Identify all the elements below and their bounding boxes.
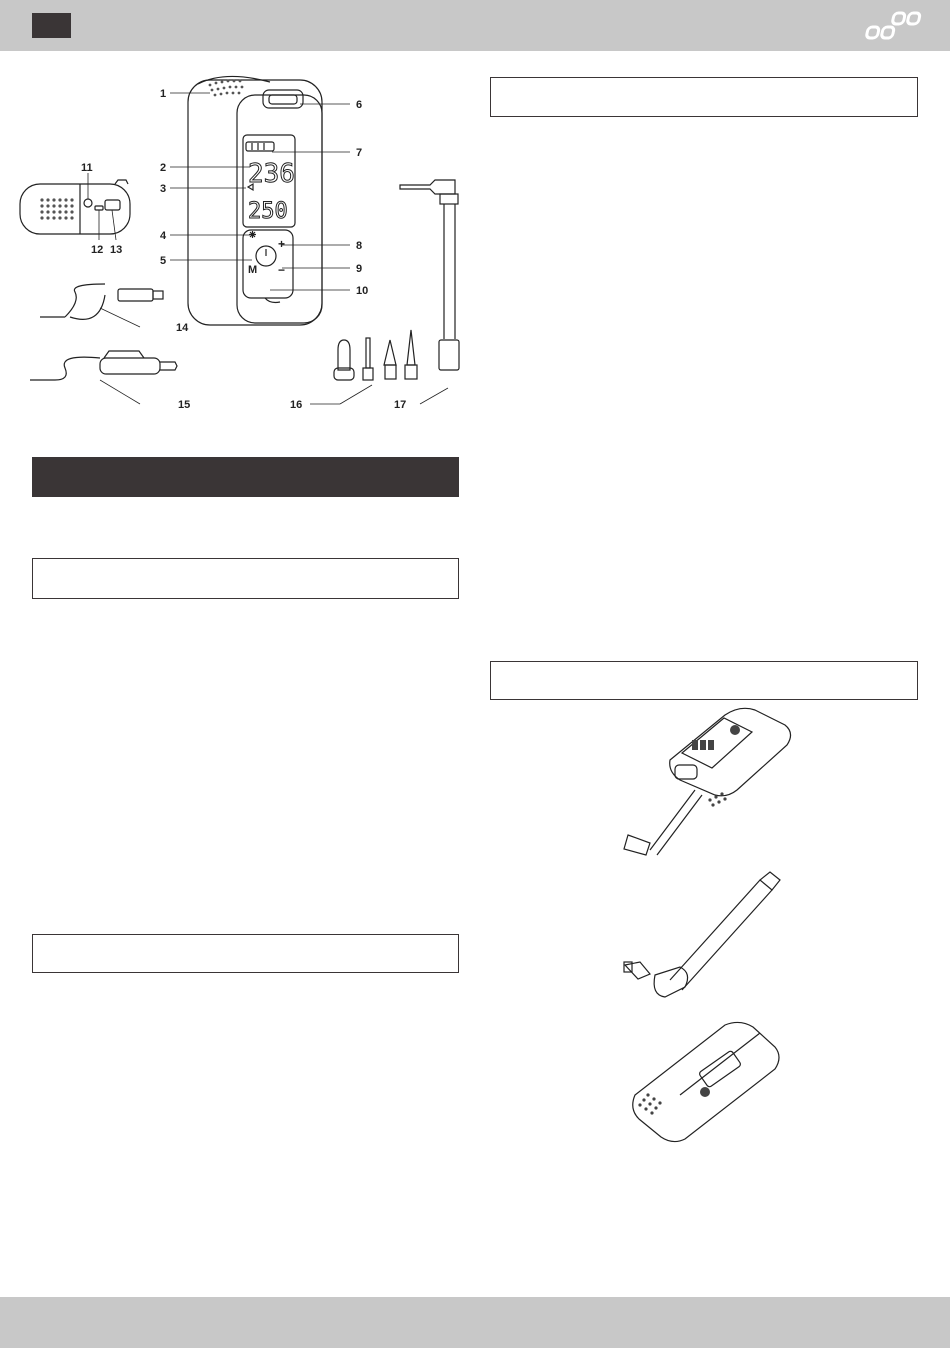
side-vent — [40, 198, 73, 219]
nozzle-adapters — [334, 330, 417, 380]
callout-4: 4 — [160, 230, 167, 242]
minus-key-label: − — [278, 263, 286, 277]
display-upper-value: 236 — [248, 159, 295, 189]
callout-3: 3 — [160, 183, 167, 195]
battery-icon — [246, 142, 274, 151]
side-view — [20, 184, 130, 234]
footer-bar — [0, 1297, 950, 1348]
callout-17: 17 — [394, 399, 407, 411]
callout-15: 15 — [178, 399, 191, 411]
subsection-box-4 — [490, 661, 918, 700]
illustration-device-front — [625, 1020, 785, 1145]
header-bar — [0, 0, 950, 51]
callout-9: 9 — [356, 263, 363, 275]
top-vent — [209, 80, 244, 97]
port-13 — [105, 200, 120, 210]
brand-logo-icon — [862, 10, 922, 42]
callout-14: 14 — [176, 322, 189, 334]
callout-8: 8 — [356, 240, 363, 252]
subsection-box-1 — [32, 558, 459, 599]
callout-1: 1 — [160, 88, 167, 100]
callout-2: 2 — [160, 162, 167, 174]
parts-diagram — [0, 60, 480, 430]
light-icon — [249, 231, 256, 238]
air-hose — [400, 180, 459, 370]
section-header-dark — [32, 457, 459, 497]
subsection-box-3 — [490, 77, 918, 117]
display-lower-value: 250 — [248, 199, 288, 224]
plus-key-label: + — [278, 237, 286, 251]
port-11 — [84, 199, 92, 207]
callout-11: 11 — [81, 162, 93, 174]
callout-6: 6 — [356, 99, 363, 111]
car-charger-cable — [30, 351, 177, 380]
callout-12: 12 — [91, 244, 104, 256]
language-tab — [32, 13, 71, 38]
callout-7: 7 — [356, 147, 363, 159]
usb-cable — [40, 284, 163, 319]
illustration-hose-nozzle — [610, 870, 800, 1010]
port-12 — [95, 206, 103, 210]
callout-10: 10 — [356, 285, 369, 297]
callout-16: 16 — [290, 399, 303, 411]
callout-13: 13 — [110, 244, 123, 256]
callout-5: 5 — [160, 255, 167, 267]
mode-key-label: M — [248, 264, 258, 276]
illustration-hose-connected — [610, 705, 800, 860]
subsection-box-2 — [32, 934, 459, 973]
